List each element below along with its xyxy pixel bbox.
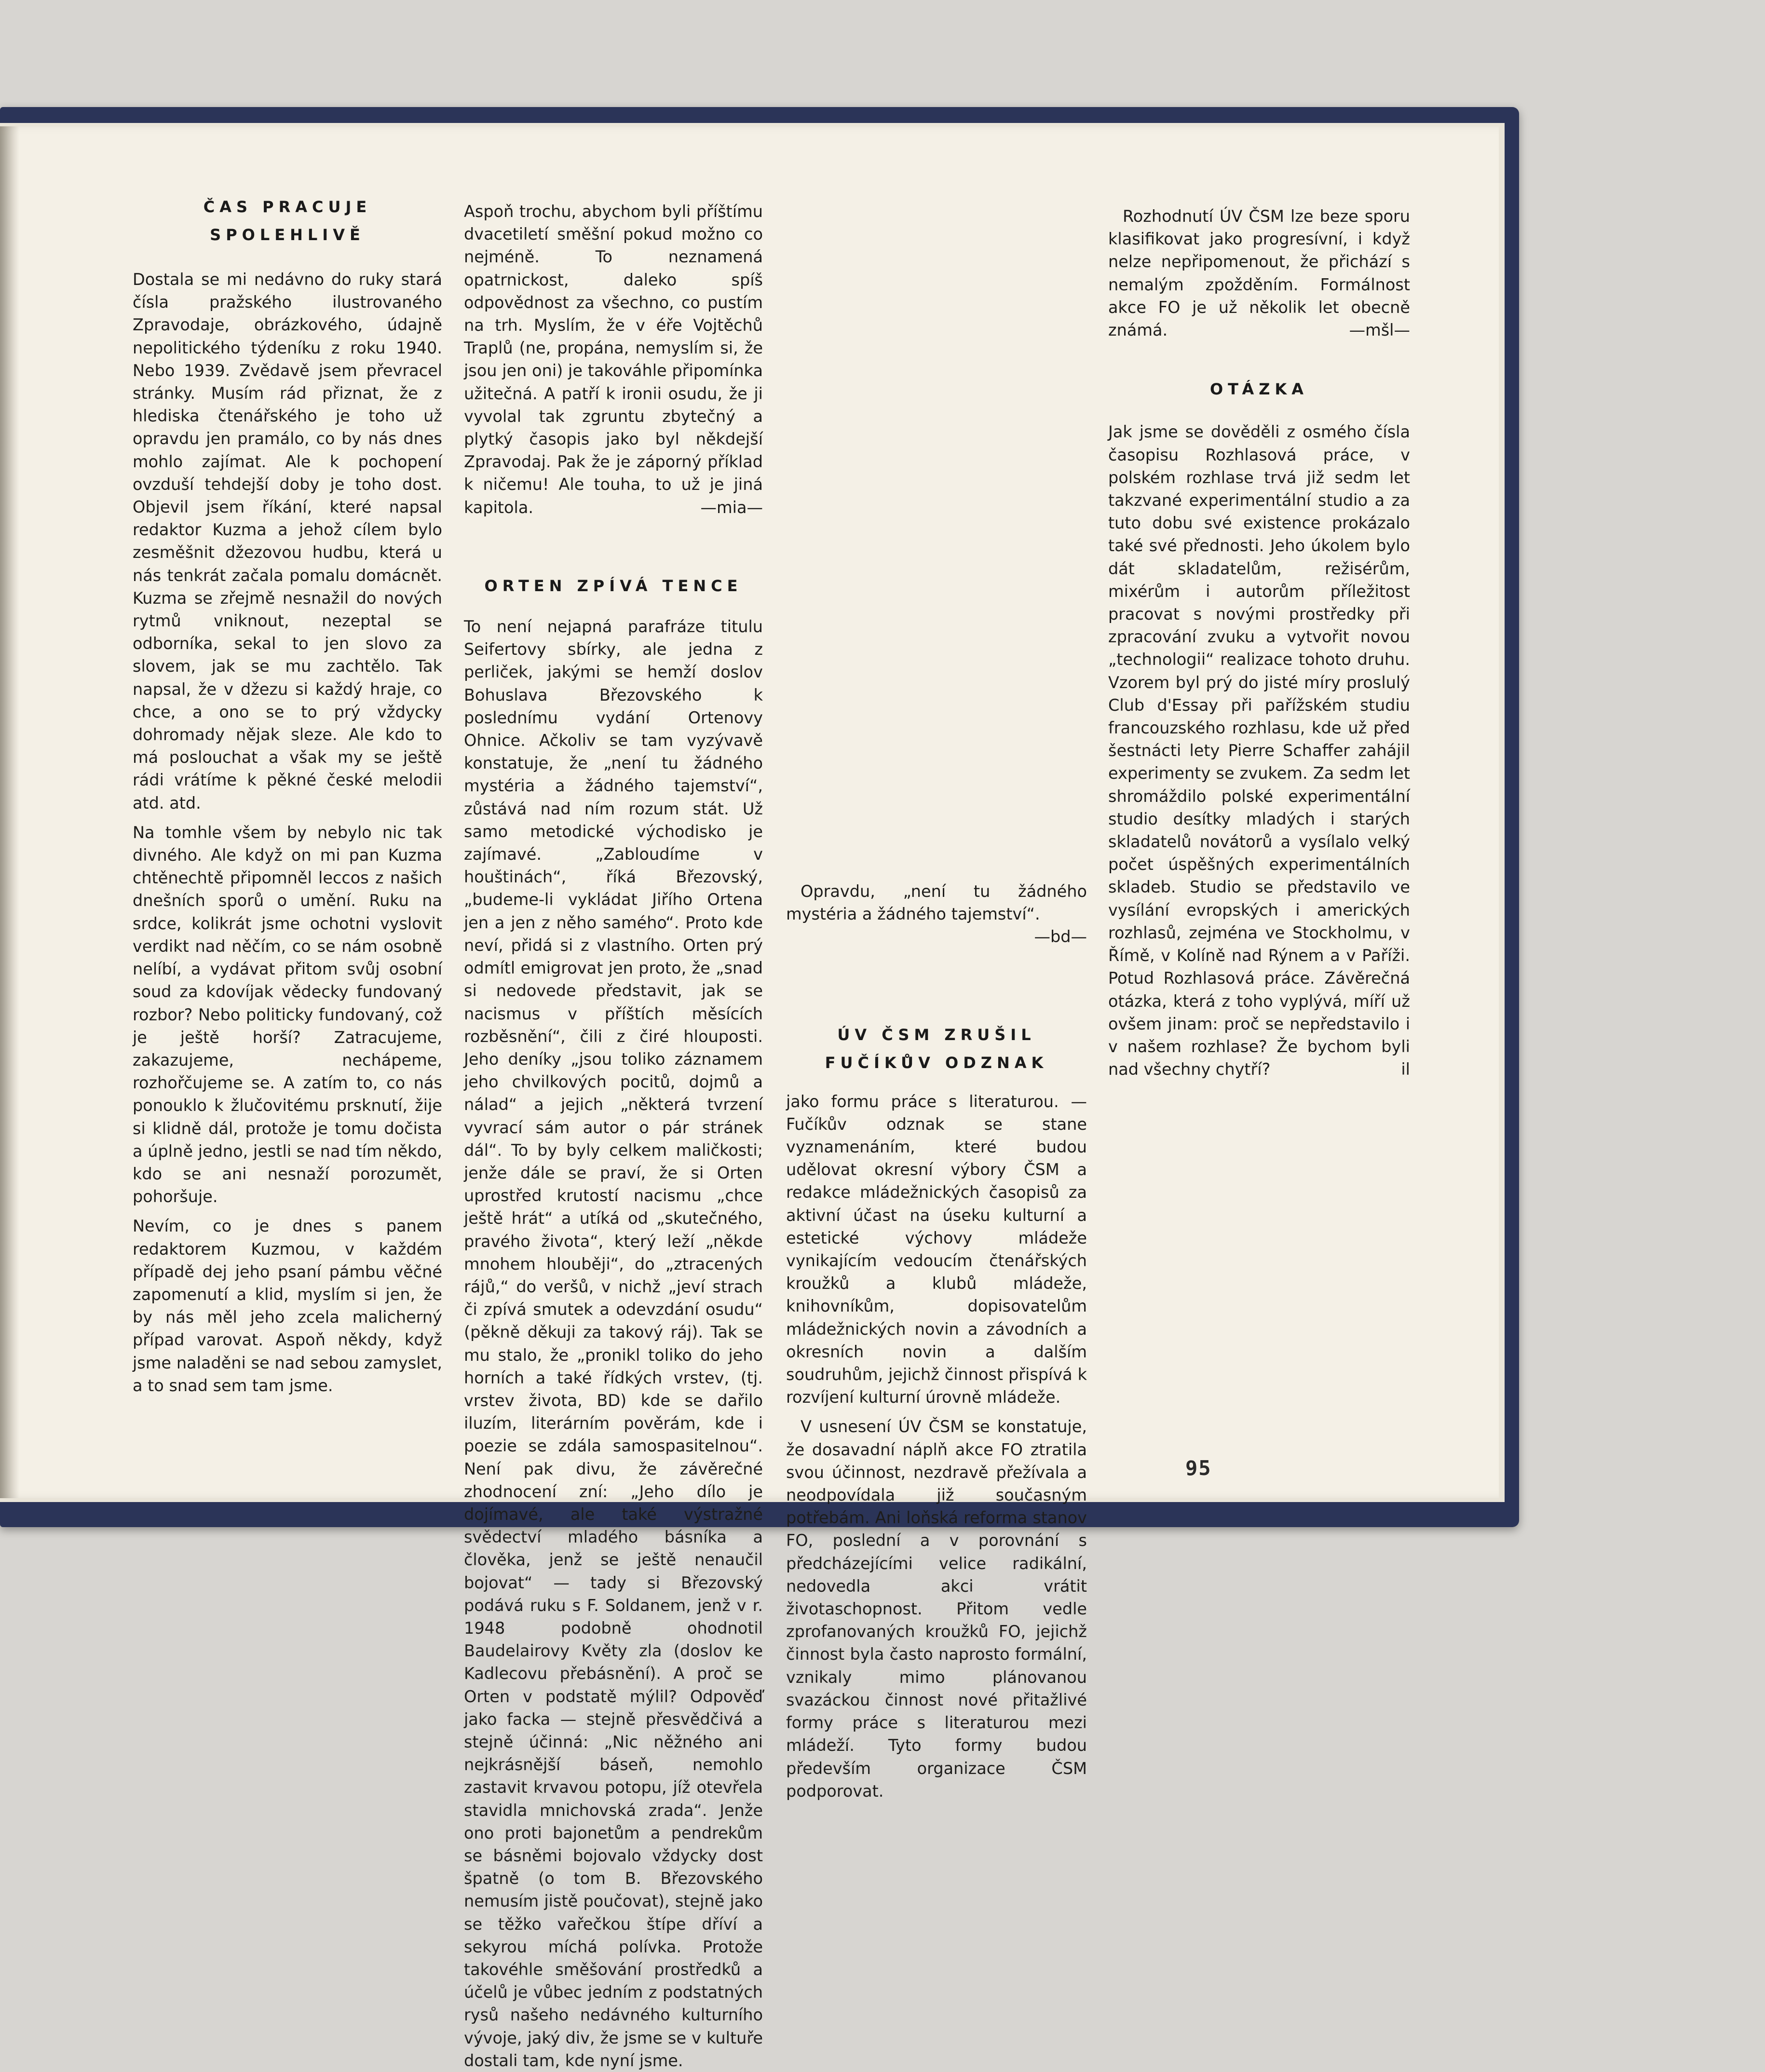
signature-mia: —mia— xyxy=(700,498,763,517)
heading-line: SPOLEHLIVĚ xyxy=(210,226,365,244)
paragraph: Dostala se mi nedávno do ruky stará čísla pražského ilustrovaného Zpravodaje, obrázkového, údajně nepolitického týdeníku z roku 1940. Nebo 1939. Zvědavě jsem převracel stránky. Musím rád přiznat, že z hlediska čtenářského je toho už opravdu jen pramálo, co by nás dnes mohlo zajímat. Ale k pochopení ovzduší tehdejší doby je toho dost. Objevil jsem říkání, které napsal redaktor Kuzma a jehož cílem bylo zesměšnit džezovou hudbu, která u nás tenkrát začala pomalu domácnět. Kuzma se zřejmě nesnažil do nových rytmů vniknout, nezeptal se odborníka, sekal to jen slovo za slovem, jak se mu zachtělo. Tak napsal, že v džezu si každý hraje, co chce, a ono se to prý vždycky dohromady nějak sleze. Ale kdo to má poslouchat a však my se ještě rádi vrátíme k pěkné české melodii atd. atd. xyxy=(133,270,442,813)
paragraph: To není nejapná parafráze titulu Seifertovy sbírky, ale jedna z perliček, jakými se hemží doslov Bohuslava Březovského k poslednímu vydání Ortenovy Ohnice. Ačkoliv se tam vyzývavě konstatuje, že „není tu žádného mystéria a žádného tajemství“, zůstává nad ním rozum stát. Už samo metodické východisko je zajímavé. „Zabloudíme v houštinách“, říká Březovský, „budeme-li vykládat Jiřího Ortena jen a jen z něho samého“. Proto kde neví, přidá si z vlastního. Orten prý odmítl emigrovat jen proto, že „snad si nedovede představit, jak se nacismus v příštích měsících rozběsnění“, čili z čiré hlouposti. Jeho deníky „jsou toliko záznamem jeho chvilkových pocitů, dojmů a nálad“ a jejich „některá tvrzení vyvrací sám autor o pár stránek dál“. To by byly celkem maličkosti; jenže dále se praví, že si Orten uprostřed krutostí nacismu „chce ještě hrát“ a utíká od „skutečného, pravého života“, který leží „někde mnohem hlouběji“, do „ztracených rájů,“ do veršů, v nichž „jeví strach či zpívá smutek a odevzdání osudu“ (pěkně děkuji za takový ráj). Tak se mu stalo, že „pronikl toliko do jeho horních a také řídkých vrstev, (tj. vrstev života, BD) kde se dařilo iluzím, literárním pověrám, kde i poezie se zdála samospasitelnou“. Není pak divu, že závěrečné zhodnocení zní: „Jeho dílo je dojímavé, ale také výstražné svědectví mladého básníka a člověka, jenž se ještě nenaučil bojovat“ — tady si Březovský podává ruku s F. Soldanem, jenž v r. 1948 podobně ohodnotil Baudelairovy Květy zla (doslov ke Kadlecovu přebásnění). A proč se Orten v podstatě mýlil? Odpověď jako facka — stejně přesvědčivá a stejně účinná: „Nic něžného ani nejkrásnější báseň, nemohlo zastavit krvavou potopu, jíž otevřela stavidla mnichovská zrada“. Jenže ono proti bajonetům a pendrekům se básněmi bojovalo vždycky dost špatně (o tom B. Březovského nemusím jistě poučovat), stejně jako se těžko vařečkou štípe dříví a sekyrou míchá polívka. Protože takovéhle směšování prostředků a účelů je vůbec jedním z podstatných rysů našeho nedávného kulturního vývoje, jaký div, že jsme se v kultuře dostali tam, kde nyní jsme. xyxy=(464,617,763,2070)
paragraph: Rozhodnutí ÚV ČSM lze beze sporu klasifikovat jako progresívní, i když nelze nepřipomenout, že přichází s nemalým zpožděním. Formálnost akce FO je už několik let obecně známá. xyxy=(1108,207,1410,340)
column-2 xyxy=(464,200,763,2072)
article-heading-orten: ORTEN ZPÍVÁ TENCE xyxy=(484,577,743,596)
column-4 xyxy=(1108,205,1410,1081)
spine-shadow xyxy=(0,126,19,1498)
column-3 xyxy=(786,205,1087,1802)
signature-il: il xyxy=(1401,1060,1410,1079)
article-heading-fucik xyxy=(786,1021,1087,1077)
signature-msl: —mšl— xyxy=(1349,321,1410,340)
paragraph: Nevím, co je dnes s panem redaktorem Kuzmou, v každém případě dej jeho psaní pámbu věčné zapomenutí a klid, myslím si jen, že by nás měl jeho zcela malicherný případ varovat. Aspoň někdy, když jsme naladěni se nad sebou zamyslet, a to snad sem tam jsme. xyxy=(133,1217,442,1395)
column-1 xyxy=(133,193,442,1397)
paragraph: Aspoň trochu, abychom byli příštímu dvacetiletí směšní pokud možno co nejméně. To neznamená opatrnickost, daleko spíš odpovědnost za všechno, co pustím na trh. Myslím, že v éře Vojtěchů Traplů (ne, propána, nemyslím si, že jsou jen oni) je takováhle připomínka užitečná. A patří k ironii osudu, že ji vyvolal tak zgruntu zbytečný a plytký časopis jako byl někdejší Zpravodaj. Pak že je záporný příklad k ničemu! Ale touha, to už je jiná kapitola. xyxy=(464,202,763,517)
heading-line: ČAS PRACUJE xyxy=(203,198,372,216)
heading-line: ÚV ČSM ZRUŠIL xyxy=(837,1025,1036,1044)
paragraph: Jak jsme se dověděli z osmého čísla časopisu Rozhlasová práce, v polském rozhlase trvá již sedm let takzvané experimentální studio a za tuto dobu své existence prokázalo také své přednosti. Jeho úkolem bylo dát skladatelům, režisérům, mixérům i autorům příležitost pracovat s novými prostředky při zpracování zvuku a vytvořit novou „technologii“ realizace tohoto druhu. Vzorem byl prý do jisté míry proslulý Club d'Essay při pařížském studiu francouzského rozhlasu, kde už před šestnácti lety Pierre Schaffer zahájil experimenty se zvukem. Za sedm let shromáždilo polské experimentální studio desítky mladých i starých skladatelů novátorů a vysílalo velký počet úspěšných experimentálních skladeb. Studio se představilo ve vysílání evropských i amerických rozhlasů, zejména ve Stockholmu, v Římě, v Kolíně nad Rýnem a v Paříži. Potud Rozhlasová práce. Závěrečná otázka, která z toho vyplývá, míří už ovšem jinam: proč se nepředstavilo i v našem rozhlase? Že bychom byli nad všechny chytří? xyxy=(1108,422,1410,1079)
page-number: 95 xyxy=(1185,1456,1212,1480)
paragraph: jako formu práce s literaturou. — Fučíkův odznak se stane vyznamenáním, které budou udělovat okresní výbory ČSM a redakce mládežnických časopisů za aktivní účast na úseku kulturní a estetické výchovy mládeže vynikajícím vedoucím čtenářských kroužků a klubů mládeže, knihovníkům, dopisovatelům mládežnických novin a závodních a okresních novin a dalším soudruhům, jejichž činnost přispívá k rozvíjení kulturní úrovně mládeže. xyxy=(786,1092,1087,1407)
signature-bd: —bd— xyxy=(1034,927,1087,947)
paragraph: Na tomhle všem by nebylo nic tak divného. Ale když on mi pan Kuzma chtěnechtě připomněl leccos z našich dnešních sporů o umění. Ruku na srdce, kolikrát jsme ochotni vyslovit verdikt nad něčím, co se nám osobně nelíbí, a vydávat přitom svůj osobní soud za kdovíjak vědecky fundovaný rozbor? Nebo politicky fundovaný, což je ještě horší? Zatracujeme, zakazujeme, nechápeme, rozhořčujeme se. A zatím to, co nás ponouklo k žlučovitému prsknutí, žije si klidně dál, protože je tomu dočista a úplně jedno, jestli se nad tím někdo, kdo se ani nesnaží porozumět, pohoršuje. xyxy=(133,823,442,1206)
heading-line: FUČÍKŮV ODZNAK xyxy=(825,1053,1048,1072)
paragraph: V usnesení ÚV ČSM se konstatuje, že dosavadní náplň akce FO ztratila svou účinnost, nezdravě přežívala a neodpovídala již současným potřebám. Ani loňská reforma stanov FO, poslední a v porovnání s předcházejícími velice radikální, nedovedla akci vrátit životaschopnost. Přitom vedle zprofanovaných kroužků FO, jejichž činnost byla často naprosto formální, vznikaly mimo plánovanou svazáckou činnost nové přitažlivé formy práce s literaturou mezi mládeží. Tyto formy budou především organizace ČSM podporovat. xyxy=(786,1417,1087,1801)
article-heading-otazka: OTÁZKA xyxy=(1209,380,1309,399)
paragraph: Opravdu, „není tu žádného mystéria a žádného tajemství“. xyxy=(786,882,1087,924)
article-heading-cas-pracuje xyxy=(133,193,442,249)
